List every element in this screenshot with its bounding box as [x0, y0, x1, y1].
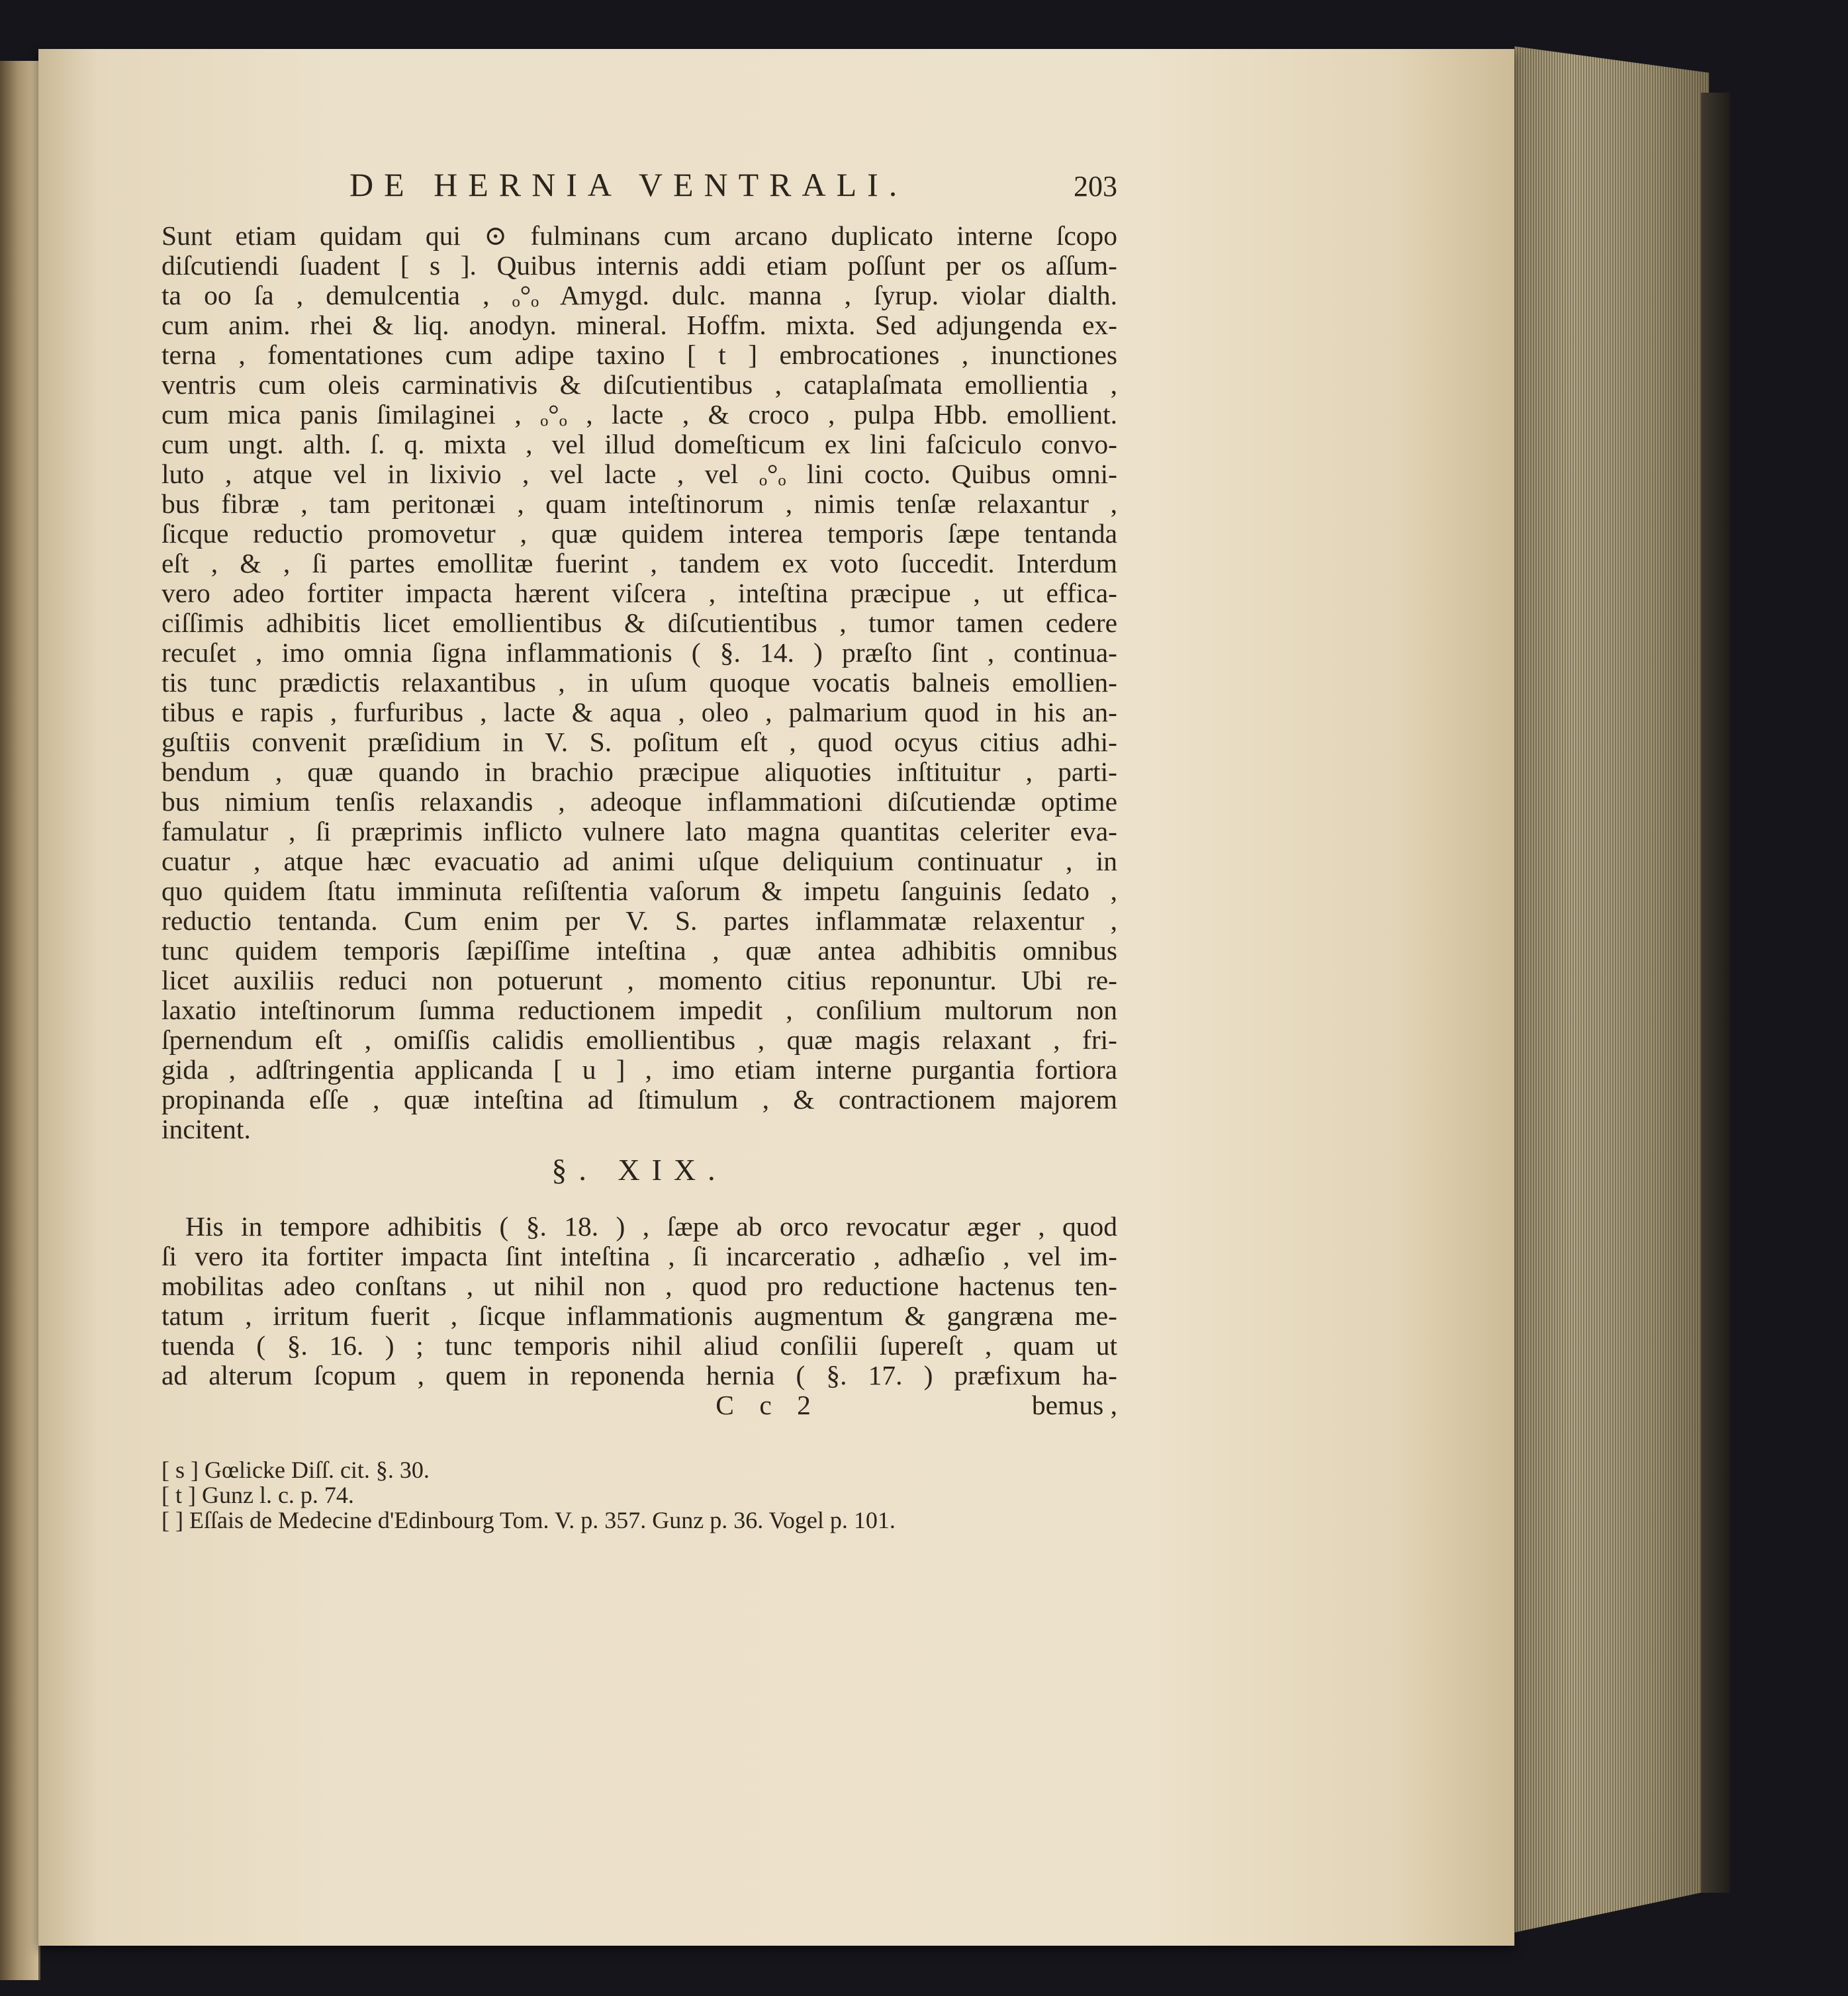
text-line: tibus e rapis , furfuribus , lacte & aqua , oleo , palmarium quod in his an-	[162, 698, 1117, 727]
text-line: Sunt etiam quidam qui ⊙ fulminans cum arcano duplicato interne ſcopo	[162, 221, 1117, 251]
section-heading: §. XIX.	[551, 1153, 727, 1187]
text-line: ciſſimis adhibitis licet emollientibus & diſcutientibus , tumor tamen cedere	[162, 608, 1117, 638]
text-line: laxatio inteſtinorum ſumma reductionem impedit , conſilium multorum non	[162, 995, 1117, 1025]
page-text	[162, 165, 1117, 1533]
page-number: 203	[1074, 170, 1117, 203]
text-line: tunc quidem temporis ſæpiſſime inteſtina , quæ antea adhibitis omnibus	[162, 936, 1117, 966]
text-line: gida , adſtringentia applicanda [ u ] , imo etiam interne purgantia fortiora	[162, 1055, 1117, 1085]
text-line: His in tempore adhibitis ( §. 18. ) , ſæpe ab orco revocatur æger , quod	[185, 1212, 1117, 1242]
text-line: bus fibræ , tam peritonæi , quam inteſtinorum , nimis tenſæ relaxantur ,	[162, 489, 1117, 519]
text-line: recuſet , imo omnia ſigna inflammationis ( §. 14. ) præſto ſint , continua-	[162, 638, 1117, 668]
text-line: tuenda ( §. 16. ) ; tunc temporis nihil aliud conſilii ſupereſt , quam ut	[162, 1331, 1117, 1361]
text-line: incitent.	[162, 1114, 251, 1144]
text-line: diſcutiendi ſuadent [ s ]. Quibus internis addi etiam poſſunt per os aſſum-	[162, 251, 1117, 281]
text-line: cum anim. rhei & liq. anodyn. mineral. Hoffm. mixta. Sed adjungenda ex-	[162, 310, 1117, 340]
text-line: vero adeo fortiter impacta hærent viſcera , inteſtina præcipue , ut effica-	[162, 578, 1117, 608]
book-page-edges	[1514, 46, 1709, 1932]
footnote: [ s ] Gœlicke Diſſ. cit. §. 30.	[162, 1457, 430, 1483]
catchword: bemus ,	[1031, 1390, 1117, 1420]
text-line: guſtiis convenit præſidium in V. S. poſitum eſt , quod ocyus citius adhi-	[162, 727, 1117, 757]
footnotes	[162, 1457, 1117, 1533]
text-line: licet auxiliis reduci non potuerunt , momento citius reponuntur. Ubi re-	[162, 966, 1117, 995]
text-line: ad alterum ſcopum , quem in reponenda hernia ( §. 17. ) præfixum ha-	[162, 1361, 1117, 1390]
text-line: famulatur , ſi præprimis inflicto vulnere lato magna quantitas celeriter eva-	[162, 817, 1117, 846]
text-line: ſicque reductio promovetur , quæ quidem interea temporis ſæpe tentanda	[162, 519, 1117, 549]
paragraph-1	[162, 221, 1117, 1144]
text-line: cum ungt. alth. ſ. q. mixta , vel illud domeſticum ex lini faſciculo convo-	[162, 430, 1117, 459]
text-line: cuatur , atque hæc evacuatio ad animi uſque deliquium continuatur , in	[162, 846, 1117, 876]
footnote: [ t ] Gunz l. c. p. 74.	[162, 1482, 354, 1508]
text-line: cum mica panis ſimilaginei , ₒ°ₒ , lacte , & croco , pulpa Hbb. emollient.	[162, 400, 1117, 430]
text-line: mobilitas adeo conſtans , ut nihil non , quod pro reductione hactenus ten-	[162, 1271, 1117, 1301]
text-line: bus nimium tenſis relaxandis , adeoque inflammationi diſcutiendæ optime	[162, 787, 1117, 817]
text-line: propinanda eſſe , quæ inteſtina ad ſtimulum , & contractionem majorem	[162, 1085, 1117, 1114]
text-line: tis tunc prædictis relaxantibus , in uſum quoque vocatis balneis emollien-	[162, 668, 1117, 698]
text-line: tatum , irritum fuerit , ſicque inflammationis augmentum & gangræna me-	[162, 1301, 1117, 1331]
text-line: terna , fomentationes cum adipe taxino [ t ] embrocationes , inunctiones	[162, 340, 1117, 370]
book-cover-edge	[1701, 93, 1730, 1893]
facing-page-edge	[0, 61, 40, 1980]
text-line: bendum , quæ quando in brachio præcipue aliquoties inſtituitur , parti-	[162, 757, 1117, 787]
running-head-title: DE HERNIA VENTRALI.	[349, 166, 908, 203]
text-line: luto , atque vel in lixivio , vel lacte , vel ₒ°ₒ lini cocto. Quibus omni-	[162, 459, 1117, 489]
text-line: ſi vero ita fortiter impacta ſint inteſtina , ſi incarceratio , adhæſio , vel im-	[162, 1242, 1117, 1271]
catchline	[162, 1390, 1117, 1420]
paragraph-2	[162, 1212, 1117, 1390]
text-line: reductio tentanda. Cum enim per V. S. partes inflammatæ relaxentur ,	[162, 906, 1117, 936]
text-line: ſpernendum eſt , omiſſis calidis emollientibus , quæ magis relaxant , fri-	[162, 1025, 1117, 1055]
text-line: ta oo ſa , demulcentia , ₒ°ₒ Amygd. dulc. manna , ſyrup. violar dialth.	[162, 281, 1117, 310]
running-head	[349, 165, 1117, 204]
text-line: quo quidem ſtatu imminuta reſiſtentia vaſorum & impetu ſanguinis ſedato ,	[162, 876, 1117, 906]
text-line: eſt , & , ſi partes emollitæ fuerint , tandem ex voto ſuccedit. Interdum	[162, 549, 1117, 578]
text-line: ventris cum oleis carminativis & diſcutientibus , cataplaſmata emollientia ,	[162, 370, 1117, 400]
signature-mark: C c 2	[716, 1390, 820, 1420]
footnote: [ ] Eſſais de Medecine d'Edinbourg Tom. V. p. 357. Gunz p. 36. Vogel p. 101.	[162, 1507, 896, 1533]
